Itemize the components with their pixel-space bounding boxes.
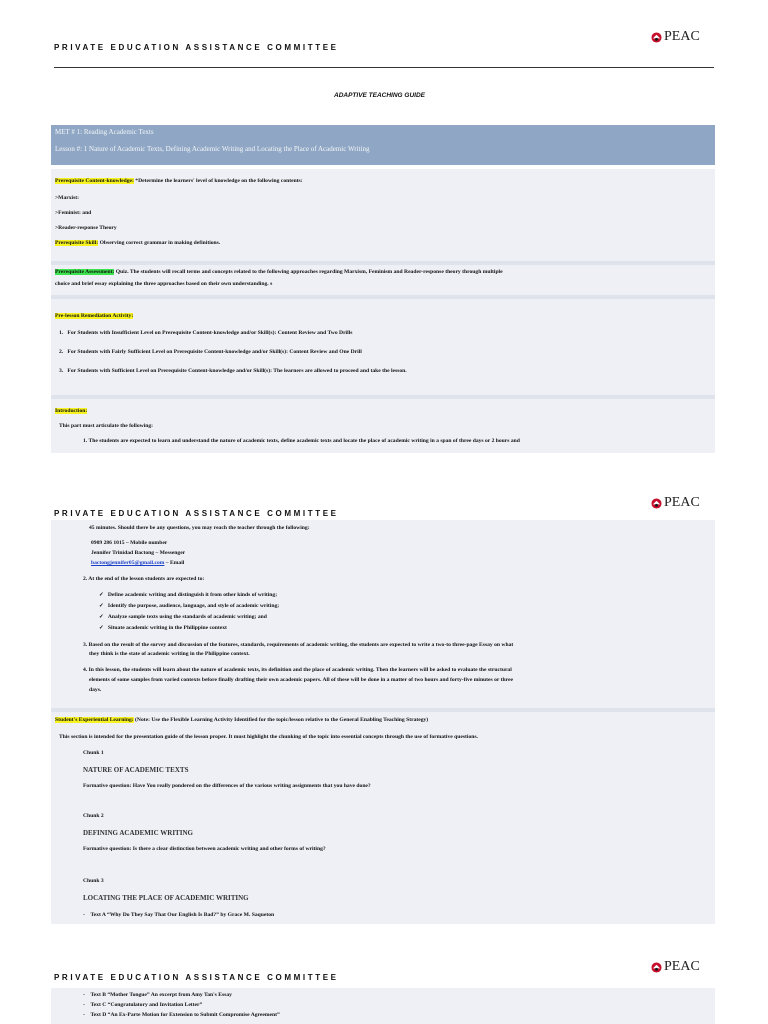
- prereq-item: >Reader-response Theory: [55, 225, 117, 231]
- assessment-panel: [51, 265, 715, 295]
- assess-text-cont: choice and brief essay explaining the three approaches based on their own understanding. s: [55, 281, 273, 287]
- peac-logo: [651, 495, 700, 511]
- check-icon: ✓: [99, 614, 104, 620]
- prereq-label: Prerequisite Content-knowledge:: [55, 178, 134, 184]
- peac-logo-icon: [651, 32, 662, 43]
- peac-logo-text: PEAC: [664, 495, 700, 510]
- chunk-question: Formative question: Is there a clear distinction between academic writing and other forms of writing?: [83, 846, 326, 852]
- objective-item: ✓ Analyze sample texts using the standards of academic writing; and: [99, 614, 267, 620]
- text-item: - Text B “Mother Tongue” An excerpt from Amy Tan's Essay: [83, 992, 232, 998]
- messenger-name: Jennifer Trinidad Bactong – Messenger: [91, 550, 186, 556]
- skill-label: Prerequisite Skill:: [55, 240, 99, 246]
- assess-line: [55, 269, 503, 276]
- chunk-label: Chunk 2: [83, 813, 104, 819]
- remediation-item: 3. For Students with Sufficient Level on Prerequisite Content-knowledge and/or Skill(s): The learners are allowed to proceed and take the lesson.: [59, 368, 407, 374]
- item3-text: 3. Based on the result of the survey and discussion of the features, standards, requirements of academic writing, the students are expected to write a two-to three-page Essay on what: [83, 642, 514, 648]
- prereq-text: *Determine the learners' level of knowledge on the following contents:: [135, 178, 303, 184]
- exp-line: [55, 717, 428, 724]
- text-item: - Text A “Why Do They Say That Our English Is Bad?” by Grace M. Saqueton: [83, 912, 275, 918]
- peac-logo-text: PEAC: [664, 29, 700, 44]
- mobile-number: 0909 286 1015 – Mobile number: [91, 540, 168, 546]
- assess-label: Prerequisite Assessment:: [55, 269, 115, 275]
- prereq-line: [55, 178, 303, 185]
- header-rule: [54, 67, 714, 68]
- chunk-title: DEFINING ACADEMIC WRITING: [83, 829, 193, 837]
- prereq-item: >Feminist: and: [55, 210, 92, 216]
- check-icon: ✓: [99, 592, 104, 598]
- check-icon: ✓: [99, 603, 104, 609]
- intro-label: Introduction:: [55, 408, 88, 414]
- email-link[interactable]: bactongjennifer05@gmail.com: [91, 560, 165, 566]
- chunk-label: Chunk 3: [83, 878, 104, 884]
- exp-note: (Note: Use the Flexible Learning Activity Identified for the topic/lesson relative to the General Enabling Teaching Strategy): [133, 717, 429, 723]
- item3-text-cont: they think is the state of academic writing in the Philippine context.: [89, 651, 250, 657]
- chunk-question: Formative question: Have You really pondered on the differences of the various writing assignments that you have done?: [83, 783, 371, 789]
- objective-intro: 2. At the end of the lesson students are expected to:: [83, 576, 205, 582]
- prerequisite-panel: [51, 169, 715, 261]
- exp-description: This section is intended for the presentation guide of the lesson proper. It must highlight the chunking of the topic into essential concepts through the use of formative questions.: [59, 734, 478, 740]
- text-item: - Text D “An Ex-Parte Motion for Extension to Submit Compromise Agreement”: [83, 1012, 280, 1018]
- texts-panel: [51, 988, 715, 1024]
- peac-logo-icon: [651, 962, 662, 973]
- exp-label: Student's Experiential Learning:: [55, 717, 134, 723]
- chunk-title: NATURE OF ACADEMIC TEXTS: [83, 766, 189, 774]
- text-item: - Text C “Congratulatory and Invitation Letter”: [83, 1002, 203, 1008]
- remediation-item: 1. For Students with Insufficient Level on Prerequisite Content-knowledge and/or Skill(s): Content Review and Two Drills: [59, 330, 353, 336]
- assess-text: Quiz. The students will recall terms and concepts related to the following approaches regarding Marxism, Feminism and Reader-response theory through multiple: [115, 269, 503, 275]
- org-header-title: PRIVATE EDUCATION ASSISTANCE COMMITTEE: [54, 973, 339, 982]
- met-title: MET # 1: Reading Academic Texts: [55, 128, 154, 136]
- skill-text: Observing correct grammar in making definitions.: [99, 240, 221, 246]
- remediation-label: Pre-lesson Remediation Activity:: [55, 313, 134, 319]
- item4-text-cont: days.: [89, 687, 102, 693]
- org-header-title: PRIVATE EDUCATION ASSISTANCE COMMITTEE: [54, 43, 339, 52]
- introduction-continued-panel: [51, 520, 715, 708]
- peac-logo: [651, 29, 700, 45]
- objective-item: ✓ Define academic writing and distinguish it from other kinds of writing;: [99, 592, 278, 598]
- peac-logo: [651, 959, 700, 975]
- item4-text: 4. In this lesson, the students will learn about the nature of academic texts, its definition and the place of academic writing. Then the learners will be asked to evaluate the structural: [83, 667, 512, 673]
- email-line: bactongjennifer05@gmail.com – Email: [91, 560, 185, 566]
- intro-text: This part must articulate the following:: [59, 423, 154, 429]
- lesson-title: Lesson #: 1 Nature of Academic Texts, Defining Academic Writing and Locating the Place of Academic Writing: [55, 145, 370, 153]
- guide-title: ADAPTIVE TEACHING GUIDE: [334, 92, 426, 99]
- peac-logo-icon: [651, 498, 662, 509]
- objective-item: ✓ Situate academic writing in the Philippine context: [99, 625, 227, 631]
- remediation-item: 2. For Students with Fairly Sufficient Level on Prerequisite Content-knowledge and/or Skill(s): Content Review and One Drill: [59, 349, 362, 355]
- intro-item: 1. The students are expected to learn and understand the nature of academic texts, define academic texts and locate the place of academic writing in a span of three days or 2 hours and: [83, 438, 520, 444]
- prereq-item: >Marxist:: [55, 195, 80, 201]
- peac-logo-text: PEAC: [664, 959, 700, 974]
- chunk-label: Chunk 1: [83, 750, 104, 756]
- item4-text-cont: elements of some samples from varied contexts before finally drafting their own academic papers. All of these will be done in a matter of two hours and forty-five minutes or three: [89, 677, 513, 683]
- lesson-header-bar: [51, 125, 715, 165]
- chunk-title: LOCATING THE PLACE OF ACADEMIC WRITING: [83, 894, 249, 902]
- objective-item: ✓ Identify the purpose, audience, language, and style of academic writing;: [99, 603, 280, 609]
- intro-cont-text: 45 minutes. Should there be any questions, you may reach the teacher through the following:: [89, 525, 310, 531]
- experiential-learning-panel: [51, 712, 715, 924]
- skill-line: [55, 240, 220, 247]
- remediation-panel: [51, 299, 715, 395]
- org-header-title: PRIVATE EDUCATION ASSISTANCE COMMITTEE: [54, 509, 339, 518]
- check-icon: ✓: [99, 625, 104, 631]
- introduction-panel: [51, 399, 715, 453]
